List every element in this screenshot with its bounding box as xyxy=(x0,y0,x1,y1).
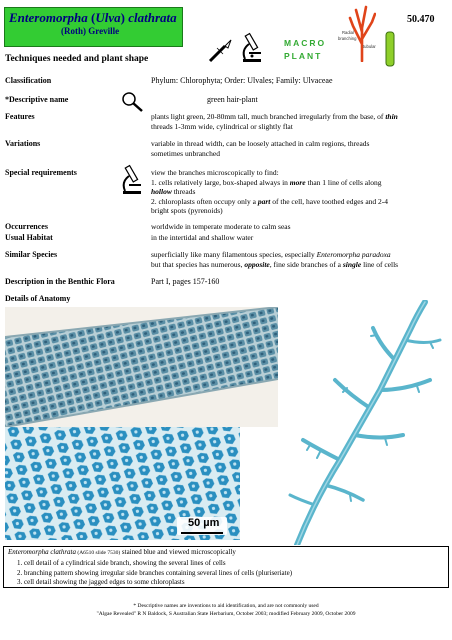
special-requirements-value xyxy=(151,168,447,216)
special-text: threads xyxy=(171,187,196,196)
micrograph-branching-pattern xyxy=(285,300,445,545)
title-genus: Enteromorpha xyxy=(9,10,88,25)
footer-note: * Descriptive names are inventions to aid identification, and are not commonly used xyxy=(133,603,319,609)
descriptive-label: *Descriptive name xyxy=(5,95,69,104)
footer-credit: "Algae Revealed" R N Baldock, S Australian State Herbarium, October 2003; modified February 2009, October 2009 xyxy=(96,611,356,617)
micrograph-chloroplasts xyxy=(5,427,240,540)
variations-text: sometimes unbranched xyxy=(151,148,220,158)
similar-species-name: Enteromorpha paradoxa xyxy=(316,250,391,259)
similar-emphasis: opposite xyxy=(244,259,270,269)
plant-line: PLANT xyxy=(284,51,323,61)
sheet-number: 50.470 xyxy=(407,14,435,25)
microscope-icon xyxy=(237,32,265,64)
benthic-flora-value: Part I, pages 157-160 xyxy=(151,277,220,286)
special-text: of the cell, have toothed edges and 2-4 xyxy=(270,196,389,206)
caption-item: 1. cell detail of a cylindrical side branch, showing the several lines of cells xyxy=(24,559,444,569)
caption-list xyxy=(8,559,444,588)
footer xyxy=(0,602,452,618)
caption-text: stained blue and viewed microscopically xyxy=(120,548,236,556)
variations-text: variable in thread width, can be loosely attached in calm regions, threads xyxy=(151,139,370,148)
macro-line: MACRO xyxy=(284,38,327,48)
special-emphasis: part xyxy=(257,196,271,206)
tubular-icon xyxy=(383,30,397,70)
features-emphasis: thin xyxy=(385,112,398,121)
occurrences-value: worldwide in temperate moderate to calm seas xyxy=(151,222,291,231)
microscope-icon xyxy=(118,164,144,196)
anatomy-label: Details of Anatomy xyxy=(5,294,71,303)
features-text: plants light green, 20-80mm tall, much branched irregularly from the base, of xyxy=(151,112,386,121)
similar-species-label: Similar Species xyxy=(5,250,58,259)
micrograph-branch-cells xyxy=(5,307,278,427)
techniques-label: Techniques needed and plant shape xyxy=(5,54,149,64)
special-text: 2. chloroplasts often occupy only a xyxy=(151,196,258,206)
tubular-label: tubular xyxy=(363,44,376,49)
classification-value: Phylum: Chlorophyta; Order: Ulvales; Family: Ulvaceae xyxy=(151,76,333,85)
features-value xyxy=(151,112,447,131)
caption-heading xyxy=(8,548,444,559)
similar-emphasis: single xyxy=(342,259,362,269)
habitat-value: in the intertidal and shallow water xyxy=(151,233,254,242)
classification-label: Classification xyxy=(5,76,52,85)
title-species: clathrata xyxy=(128,10,177,25)
special-emphasis: more xyxy=(289,177,306,187)
title-paren: ) xyxy=(120,10,129,25)
scalpel-icon xyxy=(207,38,233,64)
title-ulva: Ulva xyxy=(95,10,121,25)
special-text: than 1 line of cells along xyxy=(305,177,382,187)
species-title xyxy=(9,10,177,26)
species-author: (Roth) Greville xyxy=(61,26,120,36)
similar-text: superficially like many filamentous species, especially xyxy=(151,250,317,259)
occurrences-label: Occurrences xyxy=(5,222,48,231)
macro-plant-label xyxy=(284,37,326,63)
scale-bar-label: 50 µm xyxy=(188,517,220,529)
features-text: threads 1-3mm wide, cylindrical or slightly flat xyxy=(151,121,293,131)
scale-bar-line xyxy=(181,532,223,534)
special-requirements-label: Special requirements xyxy=(5,168,77,177)
descriptive-value: green hair-plant xyxy=(207,95,258,104)
radial-label: Radial xyxy=(342,30,354,35)
branching-label: branching xyxy=(338,36,357,41)
caption-species: Enteromorpha clathrata xyxy=(8,548,76,556)
title-paren: ( xyxy=(87,10,96,25)
features-label: Features xyxy=(5,112,35,121)
caption-item: 3. cell detail showing the jagged edges to some chloroplasts xyxy=(24,578,444,588)
similar-text: line of cells xyxy=(361,259,399,269)
benthic-flora-label: Description in the Benthic Flora xyxy=(5,277,115,286)
caption-slide: (A6510 slide 7530) xyxy=(76,550,121,556)
special-text: 1. cells relatively large, box-shaped always in xyxy=(151,177,290,187)
similar-text: but that species has numerous, xyxy=(151,259,245,269)
title-box xyxy=(4,7,183,47)
figure-caption xyxy=(3,546,449,588)
similar-text: , fine side branches of a xyxy=(269,259,343,269)
special-text: view the branches microscopically to find: xyxy=(151,168,279,177)
magnifier-icon xyxy=(120,90,146,114)
similar-species-value xyxy=(151,250,447,269)
special-text: bright spots (pyrenoids) xyxy=(151,206,223,215)
variations-value xyxy=(151,139,447,158)
habitat-label: Usual Habitat xyxy=(5,233,53,242)
variations-label: Variations xyxy=(5,139,41,148)
special-emphasis: hollow xyxy=(151,187,172,196)
caption-item: 2. branching pattern showing irregular side branches containing several lines of cells (pluriseriate) xyxy=(24,569,444,579)
